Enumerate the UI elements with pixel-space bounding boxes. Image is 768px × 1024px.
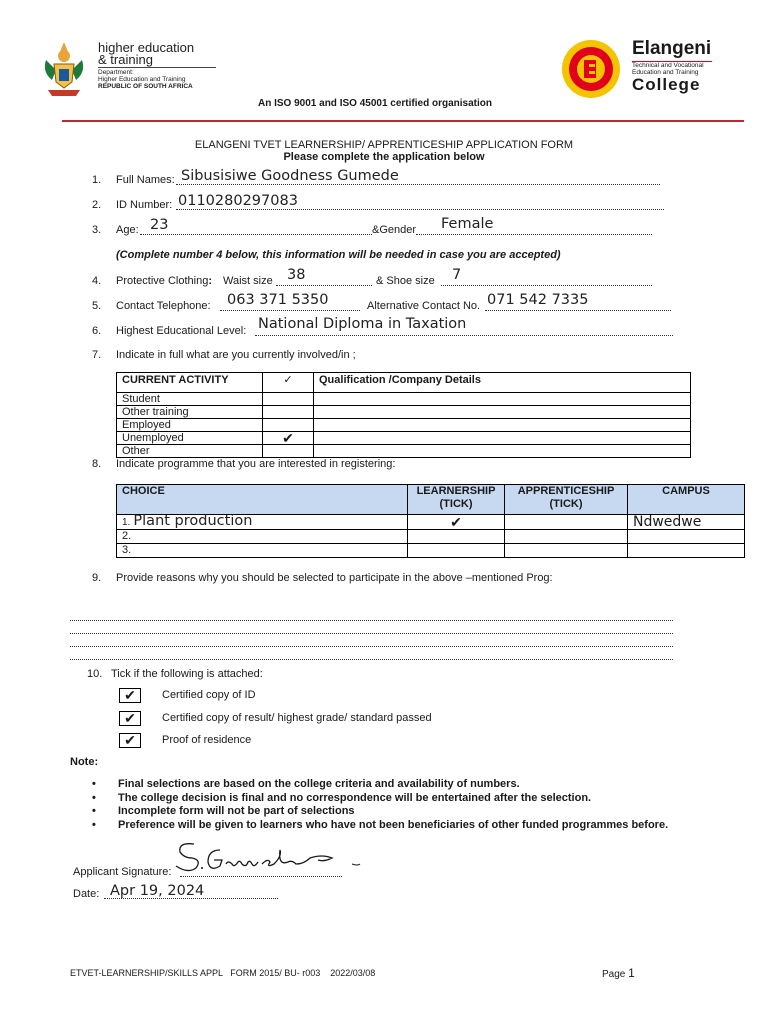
list-item: • The college decision is final and no correspondence will be entertained after the selection.	[92, 792, 672, 806]
notes-list	[92, 778, 672, 832]
table-row	[117, 419, 691, 432]
q1-label: Full Names:	[116, 174, 175, 186]
iso-statement: An ISO 9001 and ISO 45001 certified organisation	[258, 98, 492, 109]
gender-label: &Gender	[372, 224, 417, 236]
shoe-label: & Shoe size	[376, 275, 435, 287]
q2-label: ID Number:	[116, 199, 173, 211]
waist-label: Waist size	[223, 275, 273, 287]
college-sub-1: Technical and Vocational	[632, 62, 704, 69]
attach-residence-checkbox[interactable]: ✔	[119, 733, 141, 748]
tick-header: ✓	[263, 373, 314, 393]
list-item: • Incomplete form will not be part of selections	[92, 805, 672, 819]
learnership-header: LEARNERSHIP (TICK)	[408, 485, 505, 515]
table-row	[117, 530, 745, 544]
q3-label: Age:	[116, 224, 139, 236]
table-row	[117, 406, 691, 419]
dhet-dept-name: Higher Education and Training	[98, 76, 186, 83]
activity-other-training: Other training	[117, 406, 263, 419]
attach-id-label: Certified copy of ID	[162, 689, 256, 701]
alt-contact-label: Alternative Contact No.	[367, 300, 481, 312]
apprenticeship-tick[interactable]	[505, 515, 628, 530]
details-cell[interactable]	[314, 432, 691, 445]
tick-cell[interactable]	[263, 393, 314, 406]
list-item: • Final selections are based on the college criteria and availability of numbers.	[92, 778, 672, 792]
alt-contact-value[interactable]: 071 542 7335	[487, 292, 589, 308]
attach-id-checkbox[interactable]: ✔	[119, 688, 141, 703]
q4-label: Protective Clothing:	[116, 275, 212, 287]
note-4: (Complete number 4 below, this information will be needed in case you are accepted)	[116, 249, 561, 261]
q7-label: Indicate in full what are you currently involved/in ;	[116, 349, 356, 361]
coat-of-arms-icon	[38, 40, 90, 98]
age-value[interactable]: 23	[150, 217, 169, 233]
note-title: Note:	[70, 756, 99, 768]
form-title: ELANGENI TVET LEARNERSHIP/ APPRENTICESHIP APPLICATION FORM	[194, 139, 574, 151]
id-number-value[interactable]: 0110280297083	[178, 193, 298, 209]
apprenticeship-header: APPRENTICESHIP (TICK)	[505, 485, 628, 515]
reason-line[interactable]	[70, 620, 673, 621]
page-label: Page 1	[602, 966, 635, 980]
apprenticeship-tick[interactable]	[505, 530, 628, 544]
reason-line[interactable]	[70, 646, 673, 647]
activity-other: Other	[117, 445, 263, 458]
waist-value[interactable]: 38	[287, 267, 306, 283]
header-rule	[62, 120, 744, 122]
table-row	[117, 544, 745, 558]
form-subtitle: Please complete the application below	[283, 151, 485, 163]
table-row	[117, 445, 691, 458]
signature-label: Applicant Signature:	[73, 866, 172, 878]
q6-number: 6.	[92, 325, 102, 337]
tick-cell[interactable]	[263, 445, 314, 458]
activity-table	[116, 372, 691, 458]
dhet-logo	[38, 40, 238, 100]
q6-label: Highest Educational Level:	[116, 325, 247, 337]
attach-residence-label: Proof of residence	[162, 734, 252, 746]
choice-value: Plant production	[133, 513, 253, 529]
q1-number: 1.	[92, 174, 102, 186]
q2-number: 2.	[92, 199, 102, 211]
q10-label: Tick if the following is attached:	[111, 668, 263, 680]
choice-header: CHOICE	[117, 485, 408, 515]
full-names-value[interactable]: Sibusisiwe Goodness Gumede	[181, 168, 399, 184]
attach-results-label: Certified copy of result/ highest grade/ standard passed	[162, 712, 432, 724]
attach-results-checkbox[interactable]: ✔	[119, 711, 141, 726]
activity-student: Student	[117, 393, 263, 406]
choice-cell[interactable]: 1. Plant production	[117, 515, 408, 530]
campus-header: CAMPUS	[628, 485, 745, 515]
q8-label: Indicate programme that you are interested in registering:	[116, 458, 396, 470]
reason-line[interactable]	[70, 659, 673, 660]
shoe-value[interactable]: 7	[452, 267, 462, 283]
q5-number: 5.	[92, 300, 102, 312]
q7-number: 7.	[92, 349, 102, 361]
q9-number: 9.	[92, 572, 102, 584]
tick-cell-checked[interactable]: ✔	[263, 432, 314, 445]
q5-label: Contact Telephone:	[116, 300, 211, 312]
telephone-value[interactable]: 063 371 5350	[227, 292, 329, 308]
gender-value[interactable]: Female	[441, 216, 494, 232]
table-row	[117, 393, 691, 406]
signature[interactable]	[172, 836, 362, 876]
college-logo	[560, 38, 740, 98]
choice-cell[interactable]: 2.	[117, 530, 408, 544]
details-cell[interactable]	[314, 445, 691, 458]
q4-number: 4.	[92, 275, 102, 287]
q9-label: Provide reasons why you should be selected to participate in the above –mentioned Prog:	[116, 572, 553, 584]
education-value[interactable]: National Diploma in Taxation	[258, 316, 467, 332]
activity-header: CURRENT ACTIVITY	[117, 373, 263, 393]
dhet-dept-label: Department:	[98, 69, 134, 76]
learnership-tick[interactable]	[408, 530, 505, 544]
qualification-header: Qualification /Company Details	[314, 373, 691, 393]
q8-number: 8.	[92, 458, 102, 470]
footer-code: ETVET-LEARNERSHIP/SKILLS APPL FORM 2015/ BU- r003 2022/03/08	[70, 968, 376, 978]
activity-unemployed: Unemployed	[117, 432, 263, 445]
activity-employed: Employed	[117, 419, 263, 432]
date-label: Date:	[73, 888, 100, 900]
page-number: 1	[628, 966, 635, 980]
dhet-title-2: & training	[98, 52, 153, 67]
programme-table	[116, 484, 745, 558]
reason-line[interactable]	[70, 633, 673, 634]
campus-value[interactable]	[628, 544, 745, 558]
details-cell[interactable]	[314, 406, 691, 419]
details-cell[interactable]	[314, 393, 691, 406]
choice-cell[interactable]: 3.	[117, 544, 408, 558]
elangeni-sun-icon	[560, 38, 622, 100]
dhet-title-1: higher education	[98, 40, 195, 55]
campus-value[interactable]	[628, 530, 745, 544]
campus-value[interactable]: Ndwedwe	[628, 515, 745, 530]
table-row	[117, 432, 691, 445]
q3-number: 3.	[92, 224, 102, 236]
apprenticeship-tick[interactable]	[505, 544, 628, 558]
college-sub-2: Education and Training	[632, 69, 699, 76]
college-word: College	[632, 75, 701, 94]
dhet-country: REPUBLIC OF SOUTH AFRICA	[98, 83, 193, 90]
date-value[interactable]: Apr 19, 2024	[110, 883, 205, 899]
college-name: Elangeni	[632, 38, 712, 59]
tick-cell[interactable]	[263, 406, 314, 419]
q10-number: 10.	[87, 668, 103, 680]
list-item: • Preference will be given to learners who have not been beneficiaries of other funded programmes before.	[92, 819, 672, 833]
learnership-tick[interactable]	[408, 544, 505, 558]
details-cell[interactable]	[314, 419, 691, 432]
learnership-tick[interactable]: ✔	[408, 515, 505, 530]
table-row	[117, 515, 745, 530]
